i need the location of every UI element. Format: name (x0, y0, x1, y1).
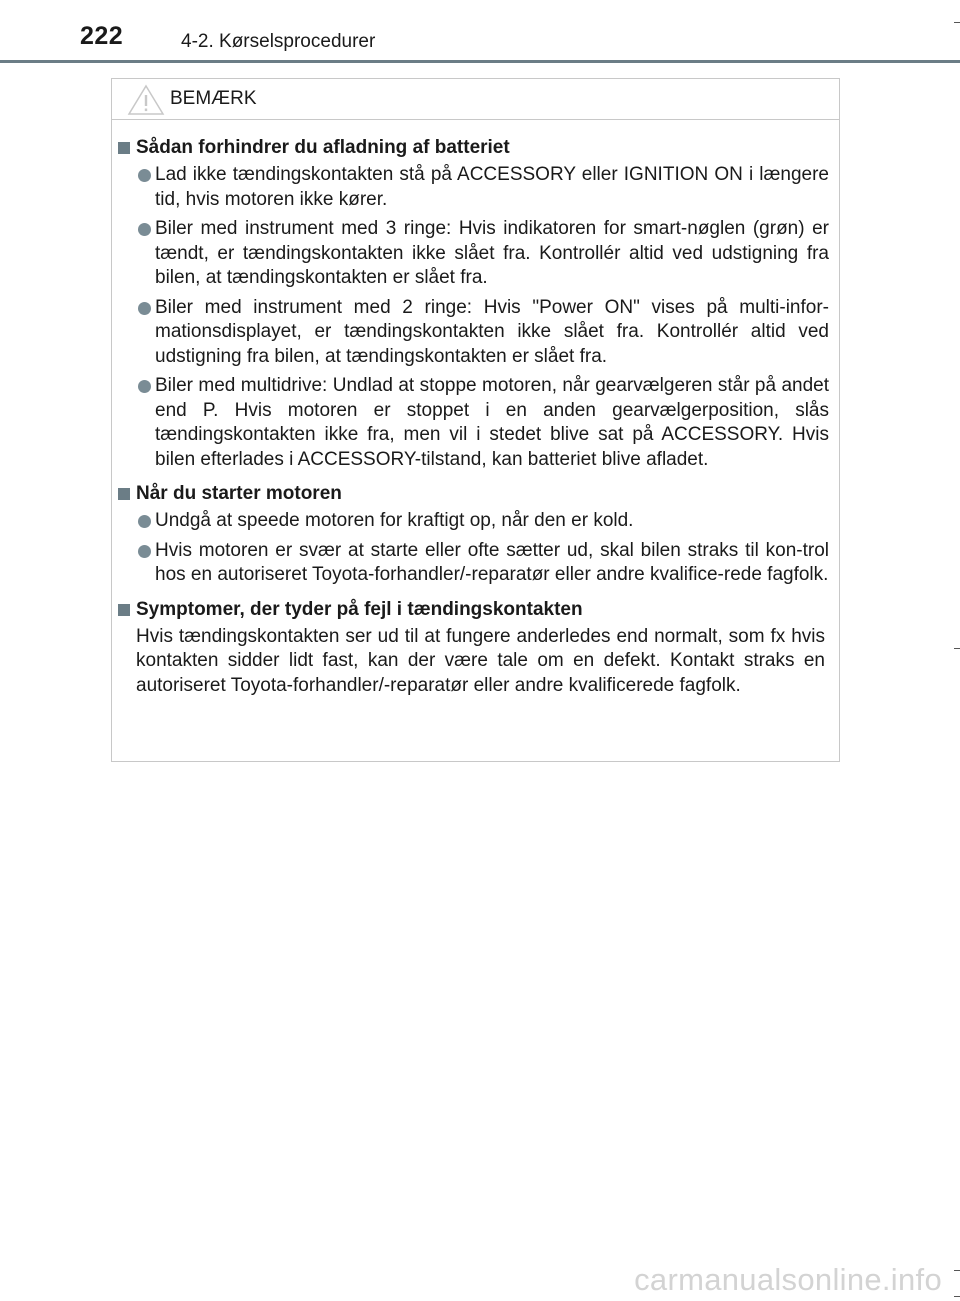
section-heading (112, 597, 839, 623)
section-heading (112, 481, 839, 507)
section-title: 4-2. Kørselsprocedurer (181, 31, 376, 52)
crop-mark (954, 22, 960, 23)
notice-box (111, 78, 840, 762)
section-heading-text: Symptomer, der tyder på fejl i tændingskontakten (136, 598, 583, 620)
list-item-text: Biler med instrument med 2 ringe: Hvis "Power ON" vises på multi-infor-mationsdisplayet, er tændingskontakten ikke slået fra. Kontrollér altid ved udstigning fra bilen, at tændingskontakten er slået fra. (155, 296, 829, 367)
bullet-dot-icon (138, 302, 151, 315)
square-bullet-icon (118, 142, 130, 154)
list-item-text: Lad ikke tændingskontakten stå på ACCESSORY eller IGNITION ON i længere tid, hvis motoren ikke kører. (155, 164, 829, 210)
bullet-dot-icon (138, 223, 151, 236)
section-heading (112, 135, 839, 161)
section-heading-text: Sådan forhindrer du afladning af batteriet (136, 137, 510, 158)
crop-mark (954, 648, 960, 649)
header-rule (0, 60, 960, 63)
list-item-text: Hvis motoren er svær at starte eller ofte sætter ud, skal bilen straks til kon-trol hos en autoriseret Toyota-forhandler/-reparatør eller andre kvalifice-rede fagfolk. (155, 539, 829, 585)
list-item (112, 509, 839, 534)
bullet-dot-icon (138, 380, 151, 393)
list-item-text: Biler med instrument med 3 ringe: Hvis indikatoren for smart-nøglen (grøn) er tændt, er tændingskontakten ikke slået fra. Kontrollér altid ved udstigning fra bilen, at tændingskontakten er slået fra. (155, 218, 829, 288)
list-item-text: Undgå at speede motoren for kraftigt op, når den er kold. (155, 510, 634, 531)
bullet-dot-icon (138, 169, 151, 182)
section-heading-text: Når du starter motoren (136, 483, 342, 504)
list-item-text: Biler med multidrive: Undlad at stoppe motoren, når gearvælgeren står på andet end P. Hvis motoren er stoppet i en anden gearvælgerposition, slås tændingskontakten ikke fra, men vil i stedet blive sat på ACCESSORY. Hvis bilen efterlades i ACCESSORY-tilstand, kan batteriet blive afladet. (155, 375, 829, 470)
square-bullet-icon (118, 488, 130, 500)
list-item (112, 539, 839, 588)
crop-mark (954, 1296, 960, 1297)
page-number: 222 (80, 22, 124, 50)
square-bullet-icon (118, 604, 130, 616)
bullet-dot-icon (138, 545, 151, 558)
notice-body (112, 135, 839, 698)
notice-label: BEMÆRK (170, 88, 257, 109)
warning-triangle-icon (127, 84, 165, 116)
list-item (112, 217, 839, 291)
notice-header (112, 79, 839, 120)
crop-mark (954, 1270, 960, 1271)
list-item (112, 374, 839, 472)
bullet-dot-icon (138, 515, 151, 528)
page-header (0, 0, 960, 64)
list-item (112, 296, 839, 370)
list-item (112, 163, 839, 212)
section-paragraph: Hvis tændingskontakten ser ud til at fungere anderledes end normalt, som fx hvis kontakten sidder lidt fast, kan der være tale om en defekt. Kontakt straks en autoriseret Toyota-forhandler/-reparatør eller andre kvalificerede fagfolk. (136, 625, 825, 696)
watermark[interactable]: carmanualsonline.info (634, 1262, 942, 1297)
